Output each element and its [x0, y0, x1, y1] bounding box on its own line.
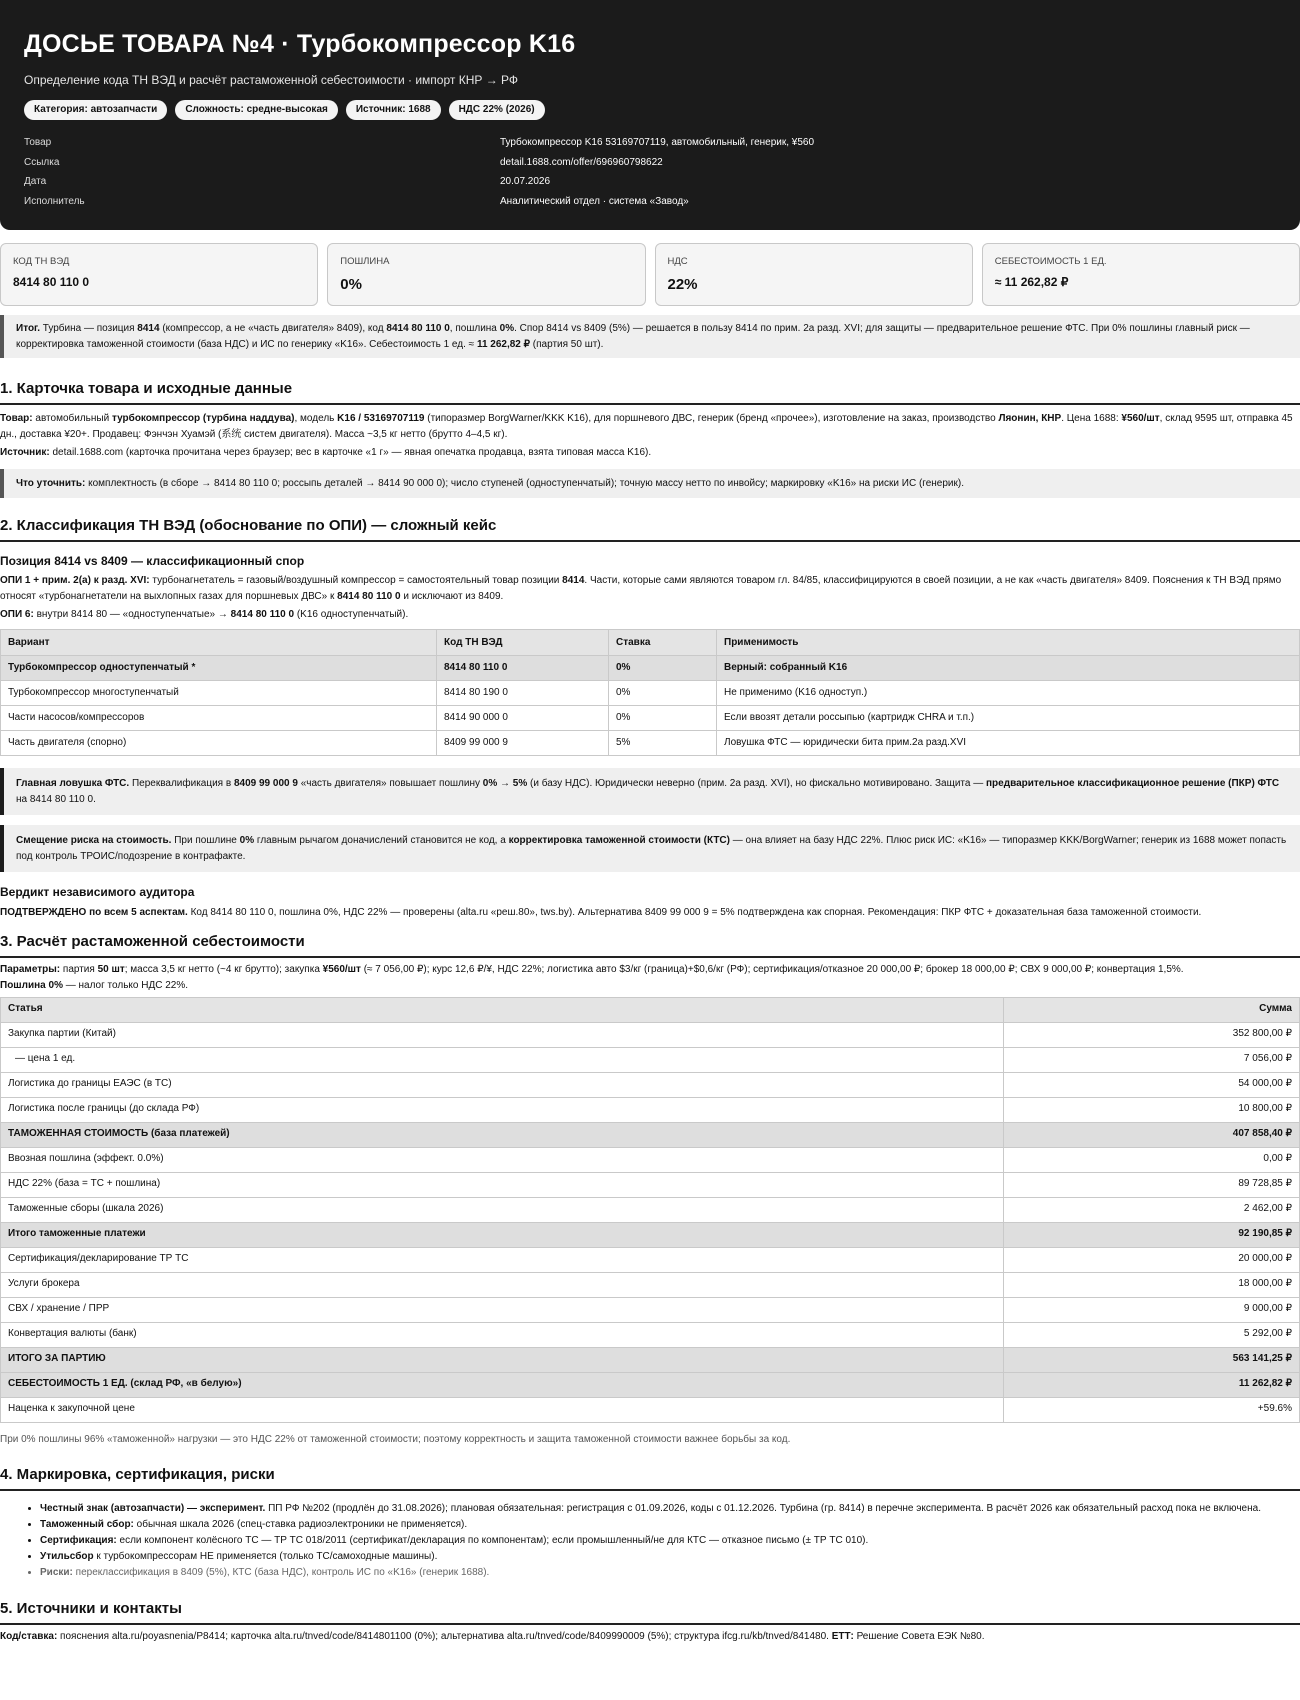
- meta-key-date: Дата: [24, 176, 47, 188]
- source-paragraph: [0, 445, 1300, 461]
- table-cell: Турбокомпрессор одноступенчатый *: [1, 656, 437, 681]
- section-1-title: 1. Карточка товара и исходные данные: [0, 378, 1300, 405]
- trap-text: «часть двигателя» повышает пошлину: [297, 778, 483, 790]
- cost-item-name: Конвертация валюты (банк): [1, 1322, 1004, 1347]
- cost-item-name: Таможенные сборы (шкала 2026): [1, 1197, 1004, 1222]
- trap-label: Главная ловушка ФТС.: [16, 778, 130, 790]
- table-row: [1, 1272, 1300, 1297]
- table-row: [1, 1072, 1300, 1097]
- product-text: , склад 9595 шт, отправка 45 дн., доставка ¥20+. Продавец: Фэнчэн Хуамэй (系统 систем двигателя). Масса ~3,5 кг нетто (брутто 4–4,5 кг).: [0, 412, 1293, 440]
- product-bold: Ляонин, КНР: [998, 412, 1062, 424]
- section-5-title: 5. Источники и контакты: [0, 1598, 1300, 1625]
- cost-item-sum: 11 262,82 ₽: [1004, 1372, 1300, 1397]
- table-cell: Части насосов/компрессоров: [1, 706, 437, 731]
- summary-bold: 8414: [137, 323, 160, 334]
- source-text: detail.1688.com (карточка прочитана через браузер; вес в карточке «1 г» — явная опечатка продавца, взята типовая масса K16).: [49, 446, 652, 458]
- source-label: Источник:: [0, 446, 50, 458]
- kpi-value: 22%: [667, 275, 698, 293]
- opi6-label: ОПИ 6:: [0, 609, 34, 621]
- cost-item-name: НДС 22% (база = ТС + пошлина): [1, 1172, 1004, 1197]
- shift-bold: корректировка таможенной стоимости (КТС): [508, 835, 730, 847]
- opi1-paragraph: [0, 573, 1300, 605]
- cost-item-name: — цена 1 ед.: [1, 1047, 1004, 1072]
- cost-item-name: Сертификация/декларирование ТР ТС: [1, 1247, 1004, 1272]
- table-cell: 0%: [609, 656, 717, 681]
- table-row: [1, 706, 1300, 731]
- item-text: к турбокомпрессорам НЕ применяется (только ТС/самоходные машины).: [93, 1550, 438, 1562]
- column-header: Статья: [1, 997, 1004, 1022]
- list-item: [40, 1533, 1300, 1549]
- table-row: [1, 1022, 1300, 1047]
- table-cell: 8409 99 000 9: [437, 731, 609, 756]
- summary-bold: 11 262,82 ₽: [476, 338, 531, 350]
- opi6-text: внутри 8414 80 — «одноступенчатые» →: [33, 609, 231, 621]
- cost-item-sum: 89 728,85 ₽: [1004, 1172, 1300, 1197]
- table-row: [1, 1372, 1300, 1397]
- table-cell: 0%: [609, 706, 717, 731]
- trap-text: (и базу НДС). Юридически неверно (прим. 2а разд. XVI), но фискально мотивировано. Защита —: [527, 778, 987, 790]
- summary-text: (компрессор, а не «часть двигателя» 8409), код: [159, 323, 387, 334]
- verdict-title: Вердикт независимого аудитора: [0, 885, 195, 900]
- cost-item-name: Услуги брокера: [1, 1272, 1004, 1297]
- list-item: [40, 1501, 1300, 1517]
- item-label: Честный знак (автозапчасти) — эксперимент.: [40, 1502, 266, 1514]
- opi6-text: (K16 одноступенчатый).: [294, 609, 409, 621]
- cost-item-sum: 0,00 ₽: [1004, 1147, 1300, 1172]
- table-row: [1, 1397, 1300, 1422]
- dossier-header: [0, 0, 1300, 230]
- table-cell: Если ввозят детали россыпью (картридж CHRA и т.п.): [717, 706, 1300, 731]
- trap-text: Переквалификация в: [129, 778, 234, 790]
- summary-text: , пошлина: [449, 323, 500, 334]
- table-cell: 8414 90 000 0: [437, 706, 609, 731]
- verdict-paragraph: [0, 905, 1300, 921]
- kpi-card-unit-cost: [982, 243, 1300, 306]
- cost-table-body: [1, 1022, 1300, 1422]
- table-cell: Турбокомпрессор многоступенчатый: [1, 681, 437, 706]
- sources-paragraph: [0, 1629, 1300, 1645]
- item-label: Утильсбор: [40, 1550, 94, 1562]
- shift-text: главным рычагом доначислений становится не код, а: [254, 835, 509, 847]
- summary-bold: 0%: [499, 323, 515, 334]
- table-cell: 0%: [609, 681, 717, 706]
- table-cell: 5%: [609, 731, 717, 756]
- item-label: Риски:: [40, 1566, 73, 1578]
- cost-item-sum: 352 800,00 ₽: [1004, 1022, 1300, 1047]
- column-header: Ставка: [609, 630, 717, 656]
- trap-bold: предварительное классификационное решение (ПКР) ФТС: [986, 778, 1280, 790]
- product-text: (типоразмер BorgWarner/KKK K16), для поршневого ДВС, генерик (бренд «прочее»), изготовление на заказ, производство: [424, 412, 999, 424]
- product-label: Товар:: [0, 412, 33, 424]
- params-paragraph: [0, 962, 1300, 994]
- params-text: ; масса 3,5 кг нетто (~4 кг брутто); закупка: [124, 963, 323, 975]
- meta-key-link: Ссылка: [24, 156, 60, 168]
- product-text: . Цена 1688:: [1061, 412, 1122, 424]
- kpi-value: 8414 80 110 0: [13, 274, 90, 289]
- sources-text: пояснения alta.ru/poyasnenia/P8414; карточка alta.ru/tnved/code/8414801100 (0%); альтернатива alta.ru/tnved/code/8409990009 (5%); структура ifcg.ru/kb/tnved/841480.: [57, 1630, 832, 1642]
- product-paragraph: [0, 411, 1300, 443]
- cost-item-sum: 54 000,00 ₽: [1004, 1072, 1300, 1097]
- verdict-label: ПОДТВЕРЖДЕНО по всем 5 аспектам.: [0, 906, 188, 918]
- table-row: [1, 681, 1300, 706]
- item-text: обычная шкала 2026 (спец-ставка радиоэлектроники не применяется).: [133, 1518, 468, 1530]
- cost-item-name: Логистика до границы ЕАЭС (в ТС): [1, 1072, 1004, 1097]
- shift-bold: 0%: [239, 835, 255, 847]
- cost-item-name: Итого таможенные платежи: [1, 1222, 1004, 1247]
- meta-value-link[interactable]: detail.1688.com/offer/696960798622: [500, 156, 663, 168]
- summary-label: Итог.: [16, 323, 41, 334]
- cost-item-sum: 92 190,85 ₽: [1004, 1222, 1300, 1247]
- chip-complexity: Сложность: средне-высокая: [175, 100, 338, 121]
- cost-item-name: Закупка партии (Китай): [1, 1022, 1004, 1047]
- table-cell: Не применимо (K16 одноступ.): [717, 681, 1300, 706]
- meta-key-executor: Исполнитель: [24, 195, 85, 207]
- opi1-bold: 8414 80 110 0: [337, 591, 401, 603]
- kpi-label: СЕБЕСТОИМОСТЬ 1 ЕД.: [994, 256, 1107, 267]
- table-cell: Ловушка ФТС — юридически бита прим.2а разд.XVI: [717, 731, 1300, 756]
- table-cell: 8414 80 110 0: [437, 656, 609, 681]
- shift-text: При пошлине: [171, 835, 240, 847]
- summary-callout: [0, 315, 1300, 358]
- meta-value-product: Турбокомпрессор K16 53169707119, автомобильный, генерик, ¥560: [500, 137, 815, 149]
- cost-item-name: СВХ / хранение / ПРР: [1, 1297, 1004, 1322]
- table-row: [1, 1122, 1300, 1147]
- cost-item-sum: 5 292,00 ₽: [1004, 1322, 1300, 1347]
- params-bold: ¥560/шт: [322, 963, 361, 975]
- params-label: Параметры:: [0, 963, 61, 975]
- opi6-paragraph: [0, 607, 1300, 623]
- table-row: [1, 1097, 1300, 1122]
- trap-text: на 8414 80 110 0.: [16, 793, 96, 805]
- opi1-bold: 8414: [562, 575, 585, 587]
- kpi-card-hs-code: [0, 243, 318, 306]
- item-text: если компонент колёсного ТС — ТР ТС 018/2011 (сертификат/декларация по компонентам); если промышленный/не для КТС — отказное письмо (± ТР ТС 010).: [116, 1534, 869, 1546]
- summary-text: (партия 50 шт).: [530, 338, 604, 350]
- cost-item-sum: 563 141,25 ₽: [1004, 1347, 1300, 1372]
- chip-vat: НДС 22% (2026): [449, 100, 545, 121]
- cost-item-sum: 20 000,00 ₽: [1004, 1247, 1300, 1272]
- product-bold: турбокомпрессор (турбина наддува): [111, 412, 295, 424]
- table-row: [1, 1222, 1300, 1247]
- kpi-card-vat: [655, 243, 973, 306]
- fts-trap-callout: [0, 768, 1300, 815]
- kpi-card-duty: [327, 243, 645, 306]
- product-bold: K16 / 53169707119: [337, 412, 425, 424]
- risk-shift-callout: [0, 825, 1300, 872]
- meta-value-executor: Аналитический отдел · система «Завод»: [500, 195, 689, 207]
- table-cell: Верный: собранный K16: [717, 656, 1300, 681]
- column-header: Применимость: [717, 630, 1300, 656]
- kpi-label: ПОШЛИНА: [340, 256, 390, 267]
- table-row: [1, 1147, 1300, 1172]
- cost-item-name: Наценка к закупочной цене: [1, 1397, 1004, 1422]
- cost-item-sum: +59.6%: [1004, 1397, 1300, 1422]
- product-text: , модель: [294, 412, 338, 424]
- params-text: (≈ 7 056,00 ₽); курс 12,6 ₽/¥, НДС 22%; логистика авто $3/кг (граница)+$0,6/кг (РФ); сертификация/отказное 20 000,00 ₽; брокер 18 000,00 ₽; СВХ 9 000,00 ₽; конвертация 1,5%.: [360, 963, 1184, 975]
- summary-bold: 8414 80 110 0: [386, 323, 450, 334]
- table-cell: Часть двигателя (спорно): [1, 731, 437, 756]
- clarify-label: Что уточнить:: [16, 477, 86, 489]
- cost-item-name: ТАМОЖЕННАЯ СТОИМОСТЬ (база платежей): [1, 1122, 1004, 1147]
- table-row: [1, 656, 1300, 681]
- table-header-row: [1, 997, 1300, 1022]
- item-label: Сертификация:: [40, 1534, 117, 1546]
- meta-table: [24, 136, 1276, 209]
- page-title: ДОСЬЕ ТОВАРА №4 · Турбокомпрессор K16: [24, 30, 576, 58]
- cost-item-sum: 18 000,00 ₽: [1004, 1272, 1300, 1297]
- opi1-text: . Части, которые сами являются товаром гл. 84/85, классифицируются в своей позиции, а не как «часть двигателя» 8409. Пояснения к ТН ВЭД прямо относят «турбонагнетатели на выхлопных газах для поршневых ДВС» к: [0, 575, 1282, 603]
- classification-table: [0, 629, 1300, 756]
- opi1-text: турбонагнетатель = газовый/воздушный компрессор = самостоятельный товар позиции: [149, 575, 563, 587]
- list-item: [40, 1549, 1300, 1565]
- cost-item-sum: 7 056,00 ₽: [1004, 1047, 1300, 1072]
- clarify-callout: [0, 469, 1300, 499]
- column-header: Сумма: [1004, 997, 1300, 1022]
- ett-text: Решение Совета ЕЭК №80.: [853, 1630, 985, 1642]
- cost-item-sum: 9 000,00 ₽: [1004, 1297, 1300, 1322]
- table-row: [1, 1047, 1300, 1072]
- cost-item-sum: 10 800,00 ₽: [1004, 1097, 1300, 1122]
- shift-text: — она влияет на базу НДС 22%. Плюс риск ИС: «K16» — типоразмер KKK/BorgWarner; генерик из 1688 может попасть под контроль ТРОИС/подозрение в контрафакте.: [16, 835, 1287, 862]
- sources-label: Код/ставка:: [0, 1630, 58, 1642]
- table-row: [1, 1247, 1300, 1272]
- cost-table: [0, 997, 1300, 1423]
- cost-item-name: Логистика после границы (до склада РФ): [1, 1097, 1004, 1122]
- shift-label: Смещение риска на стоимость.: [16, 835, 172, 847]
- list-item: [40, 1565, 1300, 1581]
- duty-text: — налог только НДС 22%.: [62, 979, 189, 991]
- duty-label: Пошлина 0%: [0, 979, 63, 991]
- opi1-text: и исключают из 8409.: [400, 591, 504, 603]
- table-row: [1, 1322, 1300, 1347]
- kpi-label: КОД ТН ВЭД: [13, 256, 70, 267]
- table-row: [1, 1297, 1300, 1322]
- opi6-bold: 8414 80 110 0: [230, 609, 295, 621]
- item-text: ПП РФ №202 (продлён до 31.08.2026); плановая обязательная: регистрация с 01.09.2026, коды с 01.12.2026. Турбина (гр. 8414) в перечне эксперимента. В расчёт 2026 как обязательный расход пока не включена.: [265, 1502, 1261, 1514]
- page-subtitle: Определение кода ТН ВЭД и расчёт растаможенной себестоимости · импорт КНР → РФ: [24, 73, 519, 88]
- item-text: переклассификация в 8409 (5%), КТС (база НДС), контроль ИС по «K16» (генерик 1688).: [72, 1566, 490, 1578]
- meta-key-product: Товар: [24, 137, 52, 149]
- column-header: Код ТН ВЭД: [437, 630, 609, 656]
- meta-value-date: 20.07.2026: [500, 176, 551, 188]
- section-2-title: 2. Классификация ТН ВЭД (обоснование по ОПИ) — сложный кейс: [0, 515, 1300, 542]
- classification-subtitle: Позиция 8414 vs 8409 — классификационный спор: [0, 554, 305, 568]
- cost-note: При 0% пошлины 96% «таможенной» нагрузки — это НДС 22% от таможенной стоимости; поэтому корректность и защита таможенной стоимости важнее борьбы за код.: [0, 1433, 791, 1445]
- verdict-text: Код 8414 80 110 0, пошлина 0%, НДС 22% — проверены (alta.ru «реш.80», tws.by). Альтернатива 8409 99 000 9 = 5% подтверждена как спорная. Рекомендация: ПКР ФТС + доказательная база таможенной стоимости.: [187, 906, 1202, 918]
- product-bold: ¥560/шт: [1121, 412, 1160, 424]
- table-cell: 8414 80 190 0: [437, 681, 609, 706]
- section-4-title: 4. Маркировка, сертификация, риски: [0, 1464, 1300, 1491]
- table-row: [1, 731, 1300, 756]
- kpi-value: ≈ 11 262,82 ₽: [994, 274, 1069, 289]
- clarify-text: комплектность (в сборе → 8414 80 110 0; россыпь деталей → 8414 90 000 0); число ступеней (одноступенчатый); точную массу нетто по инвойсу; маркировку «K16» на риски ИС (генерик).: [85, 477, 964, 489]
- trap-bold: 0% → 5%: [482, 778, 528, 790]
- cost-item-sum: 407 858,40 ₽: [1004, 1122, 1300, 1147]
- chip-row: [24, 100, 1276, 121]
- cost-item-sum: 2 462,00 ₽: [1004, 1197, 1300, 1222]
- item-label: Таможенный сбор:: [40, 1518, 134, 1530]
- product-text: автомобильный: [32, 412, 112, 424]
- chip-category: Категория: автозапчасти: [24, 100, 167, 121]
- table-row: [1, 1197, 1300, 1222]
- column-header: Вариант: [1, 630, 437, 656]
- summary-text: . Спор 8414 vs 8409 (5%) — решается в пользу 8414 по прим. 2а разд. XVI; для защиты — предварительное решение ФТС. При 0% пошлины главный риск — корректировка таможенной стоимости (база НДС) и ИС по генерику «K16». Себестоимость 1 ед. ≈: [16, 323, 1250, 350]
- kpi-value: 0%: [340, 275, 362, 293]
- cost-item-name: Ввозная пошлина (эффект. 0.0%): [1, 1147, 1004, 1172]
- opi1-label: ОПИ 1 + прим. 2(а) к разд. XVI:: [0, 575, 150, 587]
- trap-bold: 8409 99 000 9: [233, 778, 298, 790]
- params-bold: 50 шт: [97, 963, 125, 975]
- cost-item-name: ИТОГО ЗА ПАРТИЮ: [1, 1347, 1004, 1372]
- summary-text: Турбина — позиция: [40, 323, 138, 334]
- table-row: [1, 1347, 1300, 1372]
- table-header-row: [1, 630, 1300, 656]
- cost-item-name: СЕБЕСТОИМОСТЬ 1 ЕД. (склад РФ, «в белую»): [1, 1372, 1004, 1397]
- section-3-title: 3. Расчёт растаможенной себестоимости: [0, 931, 1300, 958]
- list-item: [40, 1517, 1300, 1533]
- kpi-row: [0, 243, 1300, 306]
- params-text: партия: [60, 963, 98, 975]
- risk-list: [0, 1501, 1300, 1581]
- ett-label: ЕТТ:: [831, 1630, 854, 1642]
- kpi-label: НДС: [667, 256, 688, 267]
- chip-source: Источник: 1688: [346, 100, 441, 121]
- table-row: [1, 1172, 1300, 1197]
